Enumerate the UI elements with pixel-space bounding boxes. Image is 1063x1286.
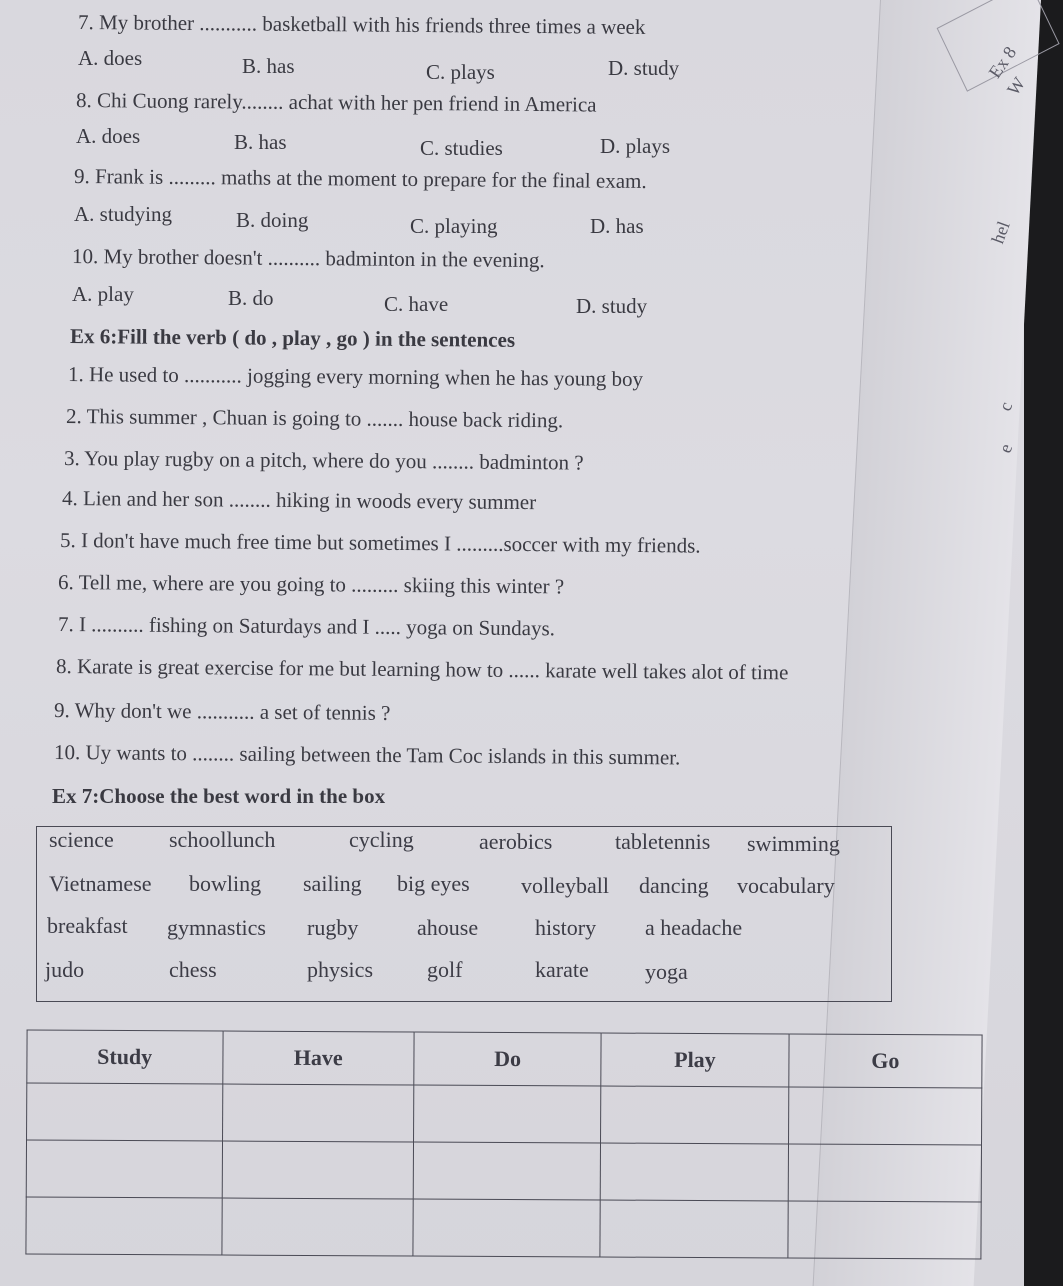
column-header-play: Play	[601, 1033, 789, 1087]
question-9: 9. Frank is ......... maths at the moment to prepare for the final exam.	[73, 164, 647, 193]
option: A. studying	[74, 202, 173, 226]
question-8: 8. Chi Cuong rarely........ achat with her pen friend in America	[75, 88, 597, 117]
ex6-item: 7. I .......... fishing on Saturdays and I ..... yoga on Sundays.	[57, 612, 556, 641]
word: sailing	[303, 871, 362, 896]
table-cell[interactable]	[26, 1140, 222, 1198]
table-cell[interactable]	[601, 1086, 789, 1144]
table-cell[interactable]	[600, 1143, 788, 1201]
table-cell[interactable]	[222, 1084, 414, 1142]
option: B. has	[242, 54, 295, 78]
column-header-go: Go	[789, 1034, 983, 1088]
word: big eyes	[397, 871, 470, 896]
option: D. study	[576, 294, 648, 318]
table-cell[interactable]	[413, 1142, 601, 1200]
word: dancing	[639, 873, 709, 898]
option: B. doing	[236, 208, 309, 232]
side-mark: c	[994, 399, 1017, 414]
ex6-item: 5. I don't have much free time but sometimes I .........soccer with my friends.	[59, 528, 701, 558]
word: breakfast	[47, 913, 128, 938]
option: B. do	[228, 286, 274, 310]
word: a headache	[645, 915, 743, 940]
ex6-item: 8. Karate is great exercise for me but learning how to ...... karate well takes alot of time	[55, 654, 789, 685]
column-header-have: Have	[222, 1031, 414, 1085]
ex6-item: 4. Lien and her son ........ hiking in woods every summer	[61, 486, 537, 515]
word: golf	[427, 957, 463, 982]
word: chess	[169, 957, 217, 982]
table-cell[interactable]	[600, 1200, 788, 1258]
word: cycling	[349, 827, 414, 852]
ex6-item: 9. Why don't we ........... a set of tennis ?	[53, 698, 391, 725]
exercise-6-title: Ex 6:Fill the verb ( do , play , go ) in the sentences	[69, 324, 516, 352]
word: rugby	[307, 915, 359, 940]
word: vocabulary	[737, 873, 835, 898]
table-cell[interactable]	[788, 1144, 982, 1202]
option: D. has	[590, 214, 644, 238]
option: C. have	[384, 292, 449, 316]
option: C. studies	[420, 136, 503, 160]
table-cell[interactable]	[413, 1085, 601, 1143]
table-cell[interactable]	[26, 1197, 222, 1255]
option: C. plays	[426, 60, 495, 84]
question-7: 7. My brother ........... basketball with his friends three times a week	[77, 10, 646, 39]
table-cell[interactable]	[788, 1201, 982, 1259]
table-cell[interactable]	[413, 1199, 601, 1257]
word: karate	[535, 957, 589, 982]
word: science	[49, 827, 114, 852]
table-row	[26, 1197, 981, 1259]
word: physics	[307, 957, 373, 982]
table-cell[interactable]	[788, 1087, 982, 1145]
ex6-item: 1. He used to ........... jogging every morning when he has young boy	[67, 362, 644, 392]
word-box	[36, 826, 892, 1002]
option: B. has	[234, 130, 287, 154]
word: yoga	[645, 959, 688, 984]
word: Vietnamese	[49, 871, 152, 896]
ex6-item: 10. Uy wants to ........ sailing between the Tam Coc islands in this summer.	[53, 740, 681, 770]
word: swimming	[747, 831, 840, 856]
table-cell[interactable]	[27, 1083, 223, 1141]
ex6-item: 3. You play rugby on a pitch, where do you ........ badminton ?	[63, 446, 584, 475]
option: A. play	[72, 282, 134, 306]
word: schoollunch	[169, 827, 276, 852]
column-header-do: Do	[414, 1032, 602, 1086]
word: aerobics	[479, 829, 553, 854]
word: ahouse	[417, 915, 479, 940]
word: history	[535, 915, 597, 940]
word: volleyball	[521, 873, 609, 898]
option: A. does	[78, 46, 143, 70]
table-cell[interactable]	[222, 1141, 414, 1199]
word: gymnastics	[167, 915, 266, 940]
word: judo	[45, 957, 85, 982]
word: bowling	[189, 871, 262, 896]
ex6-item: 6. Tell me, where are you going to ......... skiing this winter ?	[57, 570, 565, 599]
table-row	[27, 1083, 982, 1145]
question-10: 10. My brother doesn't .......... badminton in the evening.	[71, 244, 545, 273]
option: C. playing	[410, 214, 498, 238]
column-header-study: Study	[27, 1030, 223, 1084]
exercise-7-title: Ex 7:Choose the best word in the box	[52, 784, 386, 808]
table-cell[interactable]	[221, 1198, 413, 1256]
side-mark: hel	[987, 218, 1014, 247]
table-row	[26, 1140, 981, 1202]
option: A. does	[76, 124, 141, 148]
ex6-item: 2. This summer , Chuan is going to ....... house back riding.	[65, 404, 564, 433]
word: tabletennis	[615, 829, 711, 854]
option: D. study	[608, 56, 680, 80]
option: D. plays	[600, 134, 670, 158]
side-mark: Ex 8	[984, 42, 1021, 82]
side-mark: W	[1003, 73, 1030, 99]
side-mark: e	[994, 441, 1017, 456]
category-table	[25, 1029, 982, 1259]
